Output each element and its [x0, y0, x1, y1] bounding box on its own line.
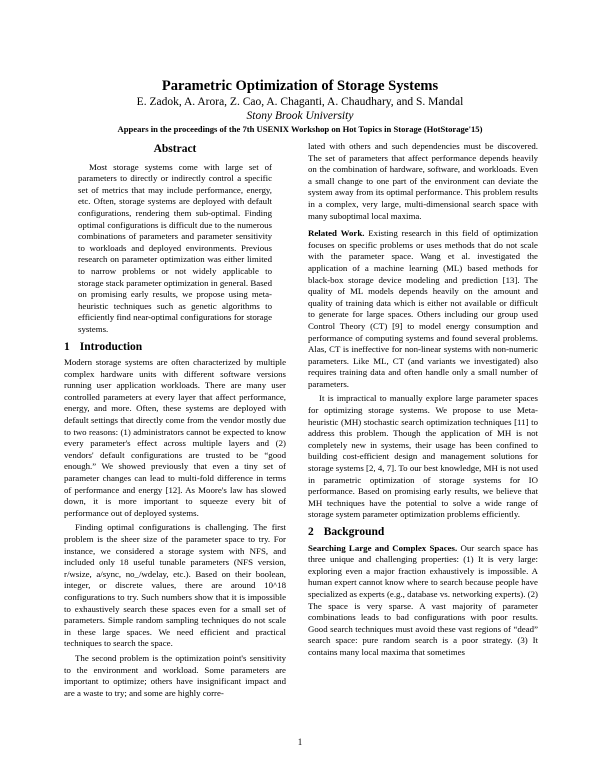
paper-title: Parametric Optimization of Storage Systems [161, 78, 439, 94]
abstract-heading: Abstract [153, 143, 197, 155]
intro-paragraph-2: Finding optimal configurations is challenging. The first problem is the sheer size of the parameter space to try. For instance, we considered a storage system with NFS, and included only 18 useful tunable parameters (NFS version, r/wsize, a/sync, no_/wdelay, etc.). Based on their boolean, integer, or discrete values, there are around 10^18 configurations to try. Such numbers show that it is impossible to exhaustively search these spaces even for a small set of parameters. Simple random sampling techniques do not scale in these large spaces. We need efficient and practical techniques to search the space. [64, 522, 286, 649]
left-column [64, 141, 286, 702]
venue-note: Appears in the proceedings of the 7th USENIX Workshop on Hot Topics in Storage (HotStorage'15) [117, 124, 483, 134]
search-heading: Searching Large and Complex Spaces. [308, 542, 458, 553]
section-heading-background [308, 527, 538, 539]
right-column [308, 141, 538, 662]
intro-paragraph-3: The second problem is the optimization point's sensitivity to the environment and workload. Some parameters are important to optimize; others have insignificant impact and are a waste to try; and some are highly corre- [64, 652, 286, 698]
abstract-text: Most storage systems come with large set of parameters to directly or indirectly control a specific set of metrics that may include performance, energy, etc. Often, storage systems are deployed with default configurations, rendering them sub-optimal. Finding optimal configurations is difficult due to the numerous combinations of parameters and parameter sensitivity to workloads and deployed environments. Previous research on parameter optimization was either limited to narrow problems or not widely applicable to storage stack parameter optimization in general. Based on promising early results, we propose using meta-heuristic techniques such as genetic algorithms to efficiently find near-optimal configurations for storage systems. [78, 161, 272, 334]
section-title: Background [323, 526, 385, 538]
section-number: 2 [308, 526, 314, 538]
related-work-heading: Related Work. [308, 228, 365, 239]
search-text: Our search space has three unique and challenging properties: (1) It is very large: exploring even a major fraction exhaustively is impossible. A human expert cannot know where to search because people have specialized as experts (e.g., database vs. networking experts). (2) The space is very sparse. A vast majority of parameter combinations leads to bad configurations with poor results. Good search techniques must avoid these vast regions of “dead” search space: pure random search is a poor strategy. (3) It contains many local maxima that sometimes [308, 542, 538, 657]
page-number: 1 [297, 737, 303, 747]
section-heading-introduction [64, 342, 286, 354]
paper-authors: E. Zadok, A. Arora, Z. Cao, A. Chaganti, A. Chaudhary, and S. Mandal [136, 96, 464, 108]
related-work-paragraph [308, 228, 538, 390]
intro-paragraph-3-cont: lated with others and such dependencies must be discovered. The set of parameters that affect performance depends heavily on the combination of hardware, software, and workloads. Even a small change to one part of the environment can deviate the system away from its optimal performance. This problem results in a complex, very large, multi-dimensional search space with many suboptimal local maxima. [308, 141, 538, 221]
intro-paragraph-1: Modern storage systems are often characterized by multiple complex hardware units with different software versions running user application workloads. There are many user controlled parameters at every layer that affect performance, energy, and more. Often, these systems are deployed with default settings that directly come from the vendor mostly due to two reasons: (1) administrators cannot be expected to know every parameter's effect across multiple layers and (2) vendors' default configurations are trusted to be “good enough.” We showed previously that even a tiny set of parameter changes can lead to multi-fold difference in terms of performance and energy [12]. As Moore's law has slowed down, it is more important to squeeze every bit of performance out of deployed systems. [64, 357, 286, 518]
section-title: Introduction [79, 340, 143, 353]
paper-header [0, 78, 600, 135]
section-number: 1 [64, 340, 70, 353]
related-work-text: Existing research in this field of optimization focuses on specific problems or uses methods that do not scale with the parameter space. Wang et al. investigated the application of a machine learning (ML) based methods for black-box storage device modeling and prediction [13]. The quality of ML models depends heavily on the amount and quality of training data which is either not available or difficult to generate for large spaces. Others including our group used Control Theory (CT) [9] to model energy consumption and performance of computing systems and found several problems. Alas, CT is ineffective for non-linear systems with non-numeric parameters. Like ML, CT (and variants we investigated) also requires training data and often handle only a small number of parameters. [308, 228, 538, 389]
search-paragraph [308, 543, 538, 659]
impractical-paragraph: It is impractical to manually explore large parameter spaces for optimizing storage systems. We propose to use Meta-heuristic (MH) stochastic search optimization techniques [11] to address this problem. Though the application of MH is not completely new in systems, their usage has been confined to building cost-efficient design and management solutions for storage systems [2, 4, 7]. To our best knowledge, MH is not used in parametric optimization of storage systems for IO performance. Based on promising early results, we believe that MH techniques have the potential to solve a wide range of storage system parameter optimization problems efficiently. [308, 393, 538, 520]
paper-affiliation: Stony Brook University [246, 110, 354, 122]
